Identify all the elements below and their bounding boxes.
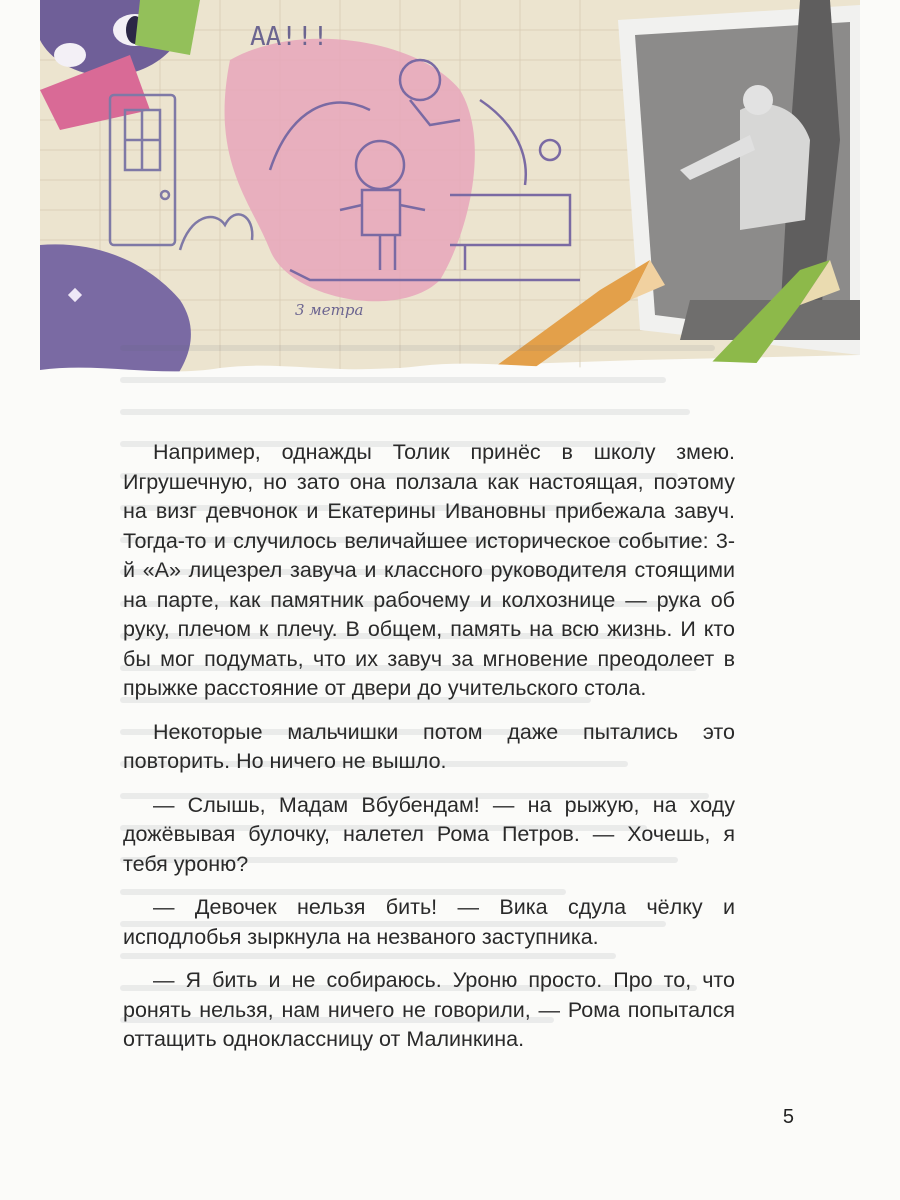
- chapter-illustration: [40, 0, 860, 385]
- distance-caption: 3 метра: [295, 301, 364, 319]
- paragraph-3: — Слышь, Мадам Вбубендам! — на рыжую, на ходу дожёвывая булочку, налетел Рома Петров. — Хочешь, я тебя уроню?: [123, 792, 735, 876]
- paragraph-1: Например, однажды Толик принёс в школу змею. Игрушечную, но зато она ползала как настоящая, поэтому на визг девчонок и Екатерины Ивановны прибежала завуч. Тогда-то и случилось величайшее историческое событие: 3-й «А» лицезрел завуча и классного руководителя стоящими на парте, как памятник рабочему и колхознице — рука об руку, плечом к плечу. В общем, память на всю жизнь. И кто бы мог подумать, что их завуч за мгновение преодолеет в прыжке расстояние от двери до учительского стола.: [123, 440, 735, 700]
- paragraph-2: Некоторые мальчишки потом даже пытались это повторить. Но ничего не вышло.: [123, 719, 735, 773]
- paragraph-5: — Я бить и не собираюсь. Уроню просто. Про то, что ронять нельзя, нам ничего не говорили, — Рома попытался оттащить одноклассницу от Малинкина.: [123, 968, 735, 1051]
- page-text: [123, 438, 735, 1055]
- page-number: 5: [782, 1106, 794, 1128]
- exclamation-text: АА!!!: [250, 22, 329, 52]
- paragraph-4: — Девочек нельзя бить! — Вика сдула чёлку и исподлобья зыркнула на незваного заступника.: [123, 895, 735, 949]
